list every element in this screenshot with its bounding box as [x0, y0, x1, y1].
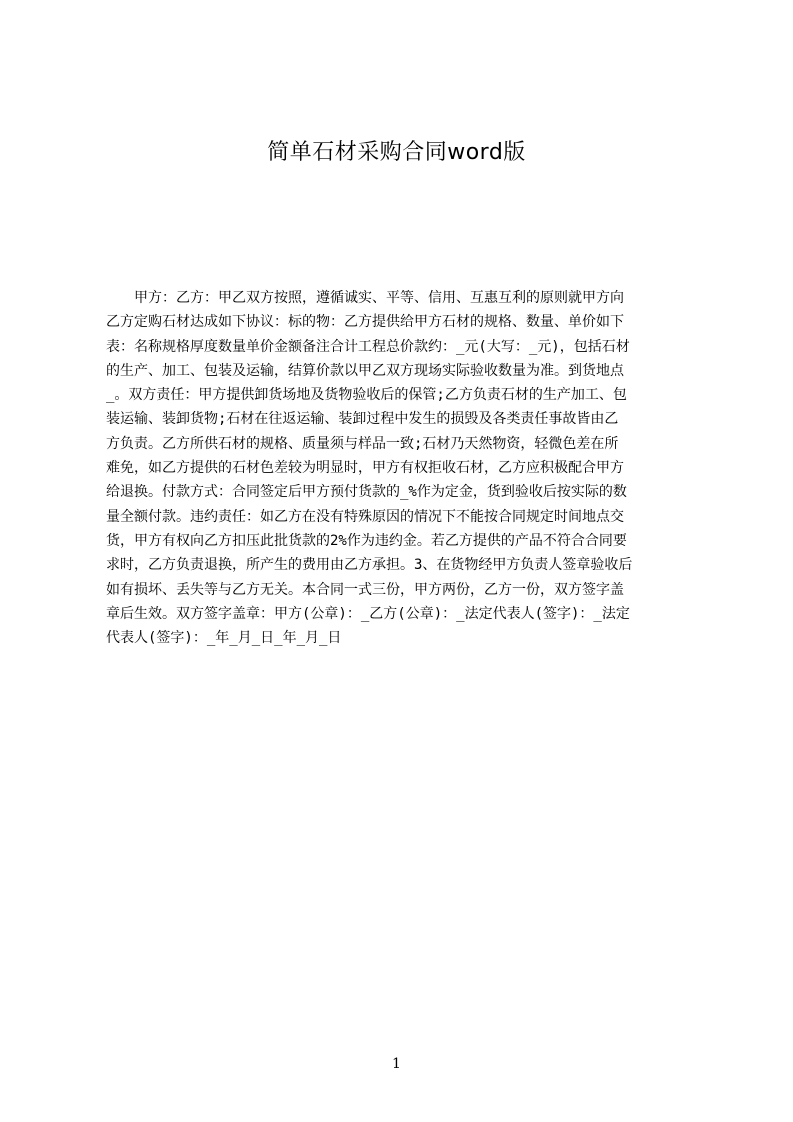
contract-body — [106, 286, 699, 696]
body-line: 章后生效。双方签字盖章：甲方(公章)：_乙方(公章)：_法定代表人(签字)：_法定 — [106, 605, 630, 622]
body-line: 甲方：乙方：甲乙双方按照，遵循诚实、平等、信用、互惠互利的原则就甲方向 — [106, 290, 624, 306]
body-line: 方负责。乙方所供石材的规格、质量须与样品一致;石材乃天然物资，轻微色差在所 — [106, 435, 619, 452]
body-line: 如有损坏、丢失等与乙方无关。本合同一式三份，甲方两份，乙方一份，双方签字盖 — [106, 581, 624, 598]
body-line: 难免，如乙方提供的石材色差较为明显时，甲方有权拒收石材，乙方应积极配合甲方 — [106, 460, 624, 477]
body-line: 表：名称规格厚度数量单价金额备注合计工程总价款约：_元(大写：_元)，包括石材 — [106, 338, 630, 355]
page-number: 1 — [392, 1056, 401, 1072]
body-line: 求时，乙方负责退换，所产生的费用由乙方承担。3、在货物经甲方负责人签章验收后 — [106, 557, 633, 574]
body-line: 乙方定购石材达成如下协议：标的物：乙方提供给甲方石材的规格、数量、单价如下 — [106, 314, 624, 331]
body-line: 装运输、装卸货物;石材在往返运输、装卸过程中发生的损毁及各类责任事故皆由乙 — [106, 411, 619, 428]
body-line: 量全额付款。违约责任：如乙方在没有特殊原因的情况下不能按合同规定时间地点交 — [106, 508, 624, 525]
body-line: 货，甲方有权向乙方扣压此批货款的2%作为违约金。若乙方提供的产品不符合合同要 — [106, 532, 627, 549]
body-line: 给退换。付款方式：合同签定后甲方预付货款的_%作为定金，货到验收后按实际的数 — [106, 484, 627, 501]
body-line: _。双方责任：甲方提供卸货场地及货物验收后的保管;乙方负责石材的生产加工、包 — [106, 387, 627, 404]
document-title: 简单石材采购合同word版 — [267, 140, 526, 165]
body-line: 的生产、加工、包装及运输，结算价款以甲乙双方现场实际验收数量为准。到货地点 — [106, 362, 624, 379]
body-line: 代表人(签字)：_年_月_日_年_月_日 — [106, 630, 342, 647]
